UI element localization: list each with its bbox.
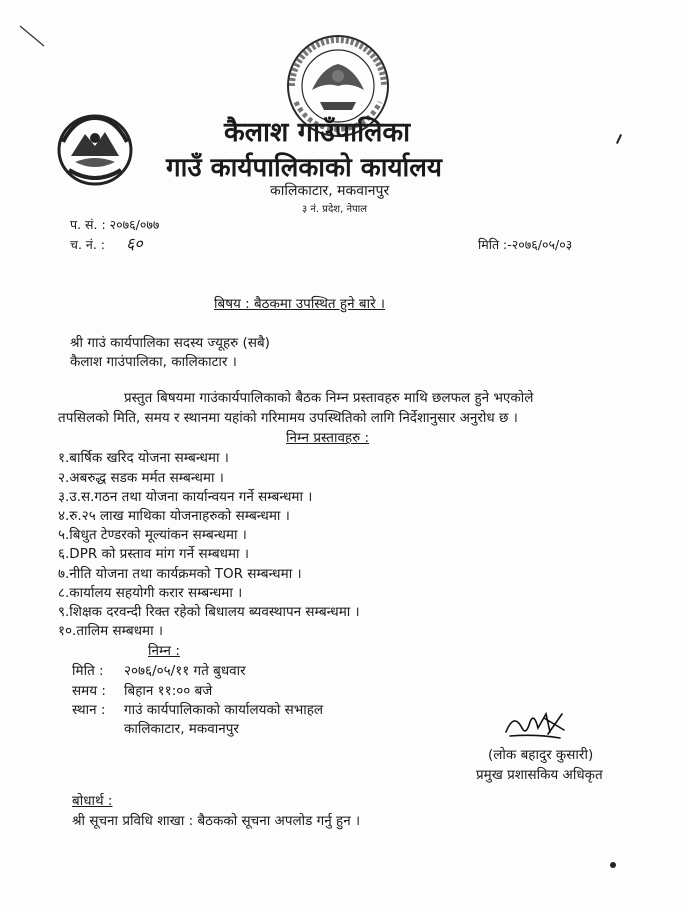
proposal-item: ७.नीति योजना तथा कार्यक्रमको TOR सम्बन्धमा । [58, 566, 302, 582]
paragraph-line-1: प्रस्तुत बिषयमा गाउंकार्यपालिकाको बैठक निम्न प्रस्तावहरु माथि छलफल हुने भएकोले [124, 390, 534, 406]
meeting-time-value: बिहान ११:०० बजे [124, 683, 213, 699]
ink-dot [610, 862, 616, 868]
office-province: ३ नं. प्रदेश, नेपाल [302, 204, 368, 215]
proposals-heading: निम्न प्रस्तावहरु : [286, 430, 370, 446]
meeting-date-value: २०७६/०५/११ गते बुधवार [124, 663, 246, 679]
cc-heading: बोधार्थ : [72, 793, 113, 809]
letter-cn-label: च. नं. : [70, 237, 105, 252]
meeting-place-value-2: कालिकाटार, मकवानपुर [124, 721, 239, 737]
proposal-item: ८.कार्यालय सहयोगी करार सम्बन्धमा । [58, 585, 243, 601]
proposal-item: ९.शिक्षक दरवन्दी रिक्त रहेको बिधालय ब्यवस्थापन सम्बन्धमा । [58, 604, 360, 620]
meeting-date-label: मिति : [72, 663, 104, 679]
handwritten-signature [500, 704, 572, 742]
details-heading: निम्न : [148, 643, 180, 659]
proposal-item: ६.DPR को प्रस्ताव मांग गर्ने सम्बधमा । [58, 546, 249, 562]
pen-mark [18, 22, 48, 52]
municipality-title: कैलाश गाउँपालिका [224, 117, 411, 148]
signatory-name: (लोक बहादुर कुसारी) [488, 747, 594, 763]
letter-date: मिति :-२०७६/०५/०३ [478, 237, 573, 252]
office-address: कालिकाटार, मकवानपुर [270, 183, 390, 199]
letter-cn-value: ६० [126, 234, 143, 253]
recipient-line-1: श्री गाउं कार्यपालिका सदस्य ज्यूहरु (सबै) [70, 335, 270, 351]
office-title: गाउँ कार्यपालिकाको कार्यालय [166, 153, 442, 183]
signatory-title: प्रमुख प्रशासकिय अधिकृत [476, 767, 603, 783]
proposal-item: १.बार्षिक खरिद योजना सम्बन्धमा । [58, 450, 229, 466]
cc-line: श्री सूचना प्रविधि शाखा : बैठकको सूचना अपलोड गर्नु हुन । [72, 813, 361, 829]
meeting-place-label: स्थान : [72, 702, 106, 718]
proposal-item: १०.तालिम सम्बधमा । [58, 623, 164, 639]
paragraph-line-2: तपसिलको मिति, समय र स्थानमा यहांको गरिमामय उपस्थितिको लागि निर्देशानुसार अनुरोध छ । [58, 410, 518, 426]
letter-subject: बिषय : बैठकमा उपस्थित हुने बारे । [214, 296, 385, 312]
proposal-item: ५.बिधुत टेण्डरको मूल्यांकन सम्बन्धमा । [58, 527, 247, 543]
proposal-item: ४.रु.२५ लाख माथिका योजनाहरुको सम्बन्धमा । [58, 508, 290, 524]
meeting-place-value-1: गाउं कार्यपालिकाको कार्यालयको सभाहल [124, 702, 324, 718]
letter-ps-number: प. सं. : २०७६/०७७ [70, 217, 160, 232]
recipient-line-2: कैलाश गाउंपालिका, कालिकाटार । [70, 354, 237, 370]
proposal-item: २.अबरुद्ध सडक मर्मत सम्बन्धमा । [58, 470, 224, 486]
proposal-item: ३.उ.स.गठन तथा योजना कार्यान्वयन गर्ने सम्बन्धमा । [58, 489, 313, 505]
nepal-emblem-logo [55, 112, 135, 188]
meeting-time-label: समय : [72, 683, 106, 699]
ink-mark [616, 134, 622, 144]
